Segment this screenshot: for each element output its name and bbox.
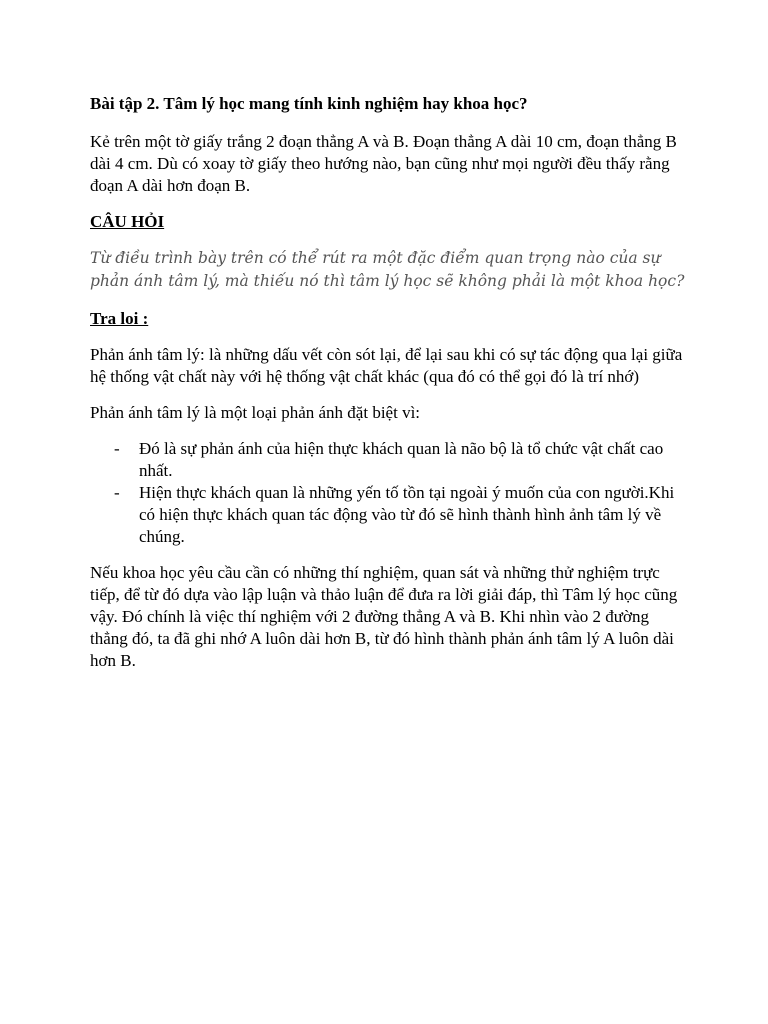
bullet-list xyxy=(90,438,690,548)
bullet-marker: - xyxy=(114,483,120,502)
list-item xyxy=(114,482,690,548)
question-text: Từ điều trình bày trên có thể rút ra một đặc điểm quan trọng nào của sự phản ánh tâm lý, mà thiếu nó thì tâm lý học sẽ không phải là một khoa học? xyxy=(90,249,685,290)
exercise-title: Bài tập 2. Tâm lý học mang tính kinh nghiệm hay khoa học? xyxy=(90,94,528,113)
answer-paragraph-1: Phản ánh tâm lý: là những dấu vết còn sót lại, để lại sau khi có sự tác động qua lại giữa hệ thống vật chất này với hệ thống vật chất khác (qua đó có thể gọi đó là trí nhớ) xyxy=(90,345,683,386)
list-item-text: Hiện thực khách quan là những yến tố tồn tại ngoài ý muốn của con người.Khi có hiện thực khách quan tác động vào từ đó sẽ hình thành hình ảnh tâm lý về chúng. xyxy=(139,483,675,546)
intro-paragraph: Kẻ trên một tờ giấy trắng 2 đoạn thẳng A và B. Đoạn thẳng A dài 10 cm, đoạn thẳng B dài 4 cm. Dù có xoay tờ giấy theo hướng nào, bạn cũng như mọi người đều thấy rằng đoạn A dài hơn đoạn B. xyxy=(90,132,677,195)
bullet-marker: - xyxy=(114,439,120,458)
document-page xyxy=(90,93,690,686)
list-item xyxy=(114,438,690,482)
answer-paragraph-3: Nếu khoa học yêu cầu cần có những thí nghiệm, quan sát và những thử nghiệm trực tiếp, để từ đó dựa vào lập luận và thảo luận để đưa ra lời giải đáp, thì Tâm lý học cũng vậy. Đó chính là việc thí nghiệm với 2 đường thẳng A và B. Khi nhìn vào 2 đường thẳng đó, ta đã ghi nhớ A luôn dài hơn B, từ đó hình thành phản ánh tâm lý A luôn dài hơn B. xyxy=(90,563,678,670)
answer-heading: Tra loi : xyxy=(90,309,149,328)
list-item-text: Đó là sự phản ánh của hiện thực khách quan là não bộ là tổ chức vật chất cao nhất. xyxy=(139,439,664,480)
question-heading: CÂU HỎI xyxy=(90,212,165,231)
answer-paragraph-2: Phản ánh tâm lý là một loại phản ánh đặt biệt vì: xyxy=(90,403,421,422)
